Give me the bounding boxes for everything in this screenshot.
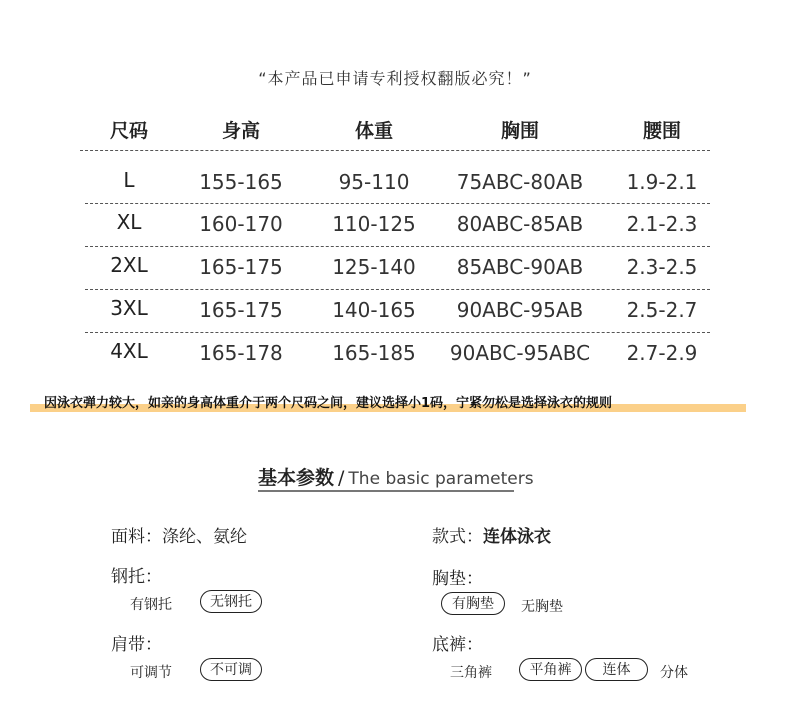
cell-bust: 90ABC-95ABC bbox=[449, 341, 591, 365]
cell-height: 160-170 bbox=[199, 212, 283, 236]
cell-weight: 125-140 bbox=[332, 255, 416, 279]
cell-weight: 140-165 bbox=[332, 298, 416, 322]
option-one-piece-selected: 连体 bbox=[585, 658, 648, 681]
option-two-piece: 分体 bbox=[660, 665, 688, 681]
table-divider bbox=[85, 203, 710, 204]
section-title-zh: 基本参数 bbox=[258, 467, 335, 489]
option-briefs: 三角裤 bbox=[450, 665, 492, 681]
cell-height: 165-175 bbox=[199, 255, 283, 279]
header-bust: 胸围 bbox=[500, 120, 539, 142]
header-height: 身高 bbox=[221, 120, 260, 142]
param-bottom-label: 底裤： bbox=[432, 635, 483, 655]
header-waist: 腰围 bbox=[642, 120, 681, 142]
section-title bbox=[258, 463, 534, 490]
cell-height: 165-178 bbox=[199, 341, 283, 365]
table-divider bbox=[85, 246, 710, 247]
option-boyshort-selected: 平角裤 bbox=[519, 658, 582, 681]
param-pad-label: 胸垫： bbox=[432, 569, 483, 589]
cell-size: 2XL bbox=[110, 253, 148, 277]
param-strap-label: 肩带： bbox=[111, 635, 162, 655]
cell-size: 4XL bbox=[110, 339, 148, 363]
cell-waist: 1.9-2.1 bbox=[626, 170, 698, 194]
cell-waist: 2.7-2.9 bbox=[626, 341, 698, 365]
header-weight: 体重 bbox=[354, 120, 393, 142]
table-divider bbox=[80, 150, 710, 151]
cell-weight: 110-125 bbox=[332, 212, 416, 236]
option-with-steel: 有钢托 bbox=[130, 597, 172, 613]
param-label: 款式： bbox=[432, 527, 483, 547]
param-value: 涤纶、氨纶 bbox=[162, 527, 247, 547]
option-not-adjustable-selected: 不可调 bbox=[200, 658, 262, 681]
option-adjustable: 可调节 bbox=[130, 665, 172, 681]
option-no-steel-selected: 无钢托 bbox=[200, 590, 262, 613]
cell-bust: 85ABC-90AB bbox=[456, 255, 584, 279]
cell-weight: 95-110 bbox=[338, 170, 410, 194]
table-divider bbox=[85, 332, 710, 333]
section-title-en: The basic parameters bbox=[348, 469, 534, 489]
param-label: 面料： bbox=[111, 527, 162, 547]
param-value: 连体泳衣 bbox=[483, 527, 551, 547]
cell-size: XL bbox=[116, 210, 142, 234]
copyright-notice: “本产品已申请专利授权翻版必究！” bbox=[258, 69, 532, 88]
size-note: 因泳衣弹力较大，如亲的身高体重介于两个尺码之间，建议选择小1码，宁紧勿松是选择泳衣的规则 bbox=[44, 396, 613, 411]
cell-bust: 80ABC-85AB bbox=[456, 212, 584, 236]
cell-bust: 90ABC-95AB bbox=[456, 298, 584, 322]
cell-size: 3XL bbox=[110, 296, 148, 320]
section-title-underline bbox=[258, 490, 514, 492]
param-fabric bbox=[111, 522, 247, 547]
header-size: 尺码 bbox=[109, 120, 148, 142]
option-with-pad-selected: 有胸垫 bbox=[441, 592, 505, 615]
cell-height: 155-165 bbox=[199, 170, 283, 194]
cell-waist: 2.3-2.5 bbox=[626, 255, 698, 279]
table-divider bbox=[85, 289, 710, 290]
cell-waist: 2.1-2.3 bbox=[626, 212, 698, 236]
param-style bbox=[432, 522, 551, 547]
section-title-separator: / bbox=[338, 467, 345, 489]
option-no-pad: 无胸垫 bbox=[521, 599, 563, 615]
cell-weight: 165-185 bbox=[332, 341, 416, 365]
cell-bust: 75ABC-80AB bbox=[456, 170, 584, 194]
cell-size: L bbox=[123, 168, 135, 192]
cell-height: 165-175 bbox=[199, 298, 283, 322]
param-steel-label: 钢托： bbox=[111, 567, 162, 587]
cell-waist: 2.5-2.7 bbox=[626, 298, 698, 322]
